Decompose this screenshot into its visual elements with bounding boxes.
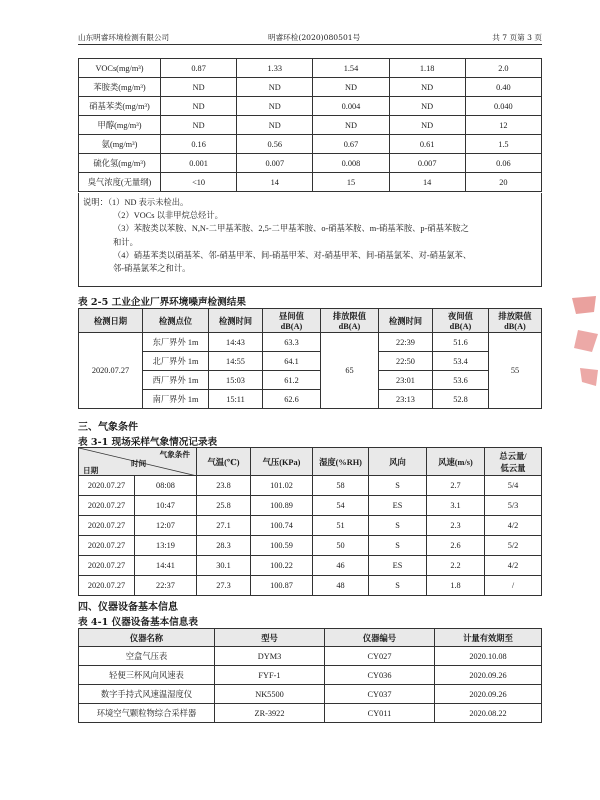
night-value-cell: 53.6 — [433, 371, 489, 390]
table-row — [79, 685, 542, 704]
column-header: 湿度(%RH) — [313, 448, 369, 476]
table-cell: 2.3 — [427, 516, 485, 536]
table-row — [79, 135, 542, 154]
table-cell: ZR-3922 — [215, 704, 325, 723]
column-header: 风向 — [369, 448, 427, 476]
time-cell: 23:13 — [379, 390, 433, 409]
table-cell: 数字手持式风速温湿度仪 — [79, 685, 215, 704]
table-cell: CY036 — [325, 666, 435, 685]
table-row — [79, 476, 542, 496]
point-cell: 南厂界外 1m — [143, 390, 209, 409]
table-cell: ND — [389, 97, 465, 116]
table-cell: 46 — [313, 556, 369, 576]
table-cell: 50 — [313, 536, 369, 556]
report-number: 明睿环检(2020)080501号 — [268, 33, 361, 42]
table-cell: 0.040 — [465, 97, 541, 116]
table-cell: ND — [161, 97, 237, 116]
table-row — [79, 333, 542, 352]
seal-stamp-partial — [568, 290, 600, 410]
column-header: 气压(KPa) — [251, 448, 313, 476]
table-cell: ND — [313, 78, 389, 97]
table-cell: 15 — [313, 173, 389, 192]
section-weather-heading: 三、气象条件 — [78, 422, 138, 433]
date-cell: 2020.07.27 — [79, 576, 135, 596]
table-cell: 14 — [237, 173, 313, 192]
table-cell: S — [369, 516, 427, 536]
table-cell: 1.18 — [389, 59, 465, 78]
table-cell: ND — [161, 116, 237, 135]
table-cell: FYF-1 — [215, 666, 325, 685]
table-cell: 5/4 — [485, 476, 542, 496]
column-header: 仪器编号 — [325, 629, 435, 647]
diag-label-date: 日期 — [83, 466, 99, 475]
table-cell: / — [485, 576, 542, 596]
day-value-cell: 63.3 — [263, 333, 321, 352]
point-cell: 东厂界外 1m — [143, 333, 209, 352]
table-cell: 100.59 — [251, 536, 313, 556]
table-cell: 2020.08.22 — [435, 704, 542, 723]
diag-label-condition: 气象条件 — [159, 450, 190, 459]
time-cell: 12:07 — [135, 516, 197, 536]
note-line: 说明：（1）ND 表示未检出。 — [83, 198, 189, 207]
table-cell: S — [369, 576, 427, 596]
table-row — [79, 516, 542, 536]
day-limit-cell: 65 — [321, 333, 379, 409]
night-value-cell: 51.6 — [433, 333, 489, 352]
table-cell: CY037 — [325, 685, 435, 704]
table-cell: ES — [369, 496, 427, 516]
table-cell: 100.22 — [251, 556, 313, 576]
table-cell: 0.16 — [161, 135, 237, 154]
column-header: 检测日期 — [79, 309, 143, 333]
time-cell: 14:55 — [209, 352, 263, 371]
table-cell: 23.8 — [197, 476, 251, 496]
table-cell: <10 — [161, 173, 237, 192]
day-value-cell: 61.2 — [263, 371, 321, 390]
table-cell: 5/3 — [485, 496, 542, 516]
table-cell: ND — [161, 78, 237, 97]
table-cell: 4/2 — [485, 516, 542, 536]
table-row — [79, 556, 542, 576]
table-cell: 2.2 — [427, 556, 485, 576]
time-cell: 22:39 — [379, 333, 433, 352]
table-cell: CY011 — [325, 704, 435, 723]
date-cell: 2020.07.27 — [79, 496, 135, 516]
table-cell: ND — [389, 116, 465, 135]
table-cell: 48 — [313, 576, 369, 596]
table-row — [79, 647, 542, 666]
table-cell: 0.007 — [237, 154, 313, 173]
column-header: 检测点位 — [143, 309, 209, 333]
diagonal-header-cell — [79, 448, 197, 476]
time-cell: 22:37 — [135, 576, 197, 596]
page-header — [78, 30, 542, 45]
column-header: 检测时间 — [209, 309, 263, 333]
night-value-cell: 53.4 — [433, 352, 489, 371]
table-row — [79, 371, 542, 390]
parameter-name: VOCs(mg/m³) — [79, 59, 161, 78]
column-header: 检测时间 — [379, 309, 433, 333]
parameter-name: 臭气浓度(无量纲) — [79, 173, 161, 192]
table-cell: 54 — [313, 496, 369, 516]
table-cell: 27.3 — [197, 576, 251, 596]
table-cell: 100.87 — [251, 576, 313, 596]
table-cell: 1.33 — [237, 59, 313, 78]
table-cell: 0.87 — [161, 59, 237, 78]
table-cell: 5/2 — [485, 536, 542, 556]
day-value-cell: 62.6 — [263, 390, 321, 409]
table-cell: ND — [389, 78, 465, 97]
notes-box — [78, 193, 542, 287]
table-cell: ND — [237, 97, 313, 116]
table-cell: 101.02 — [251, 476, 313, 496]
note-line: （2）VOCs 以非甲烷总烃计。 — [113, 211, 223, 221]
table41-title: 表 4-1 仪器设备基本信息表 — [78, 617, 198, 628]
parameter-name: 硝基苯类(mg/m³) — [79, 97, 161, 116]
time-cell: 14:43 — [209, 333, 263, 352]
table-cell: 2.6 — [427, 536, 485, 556]
table-row — [79, 59, 542, 78]
day-value-cell: 64.1 — [263, 352, 321, 371]
table-cell: 0.67 — [313, 135, 389, 154]
date-cell: 2020.07.27 — [79, 516, 135, 536]
table-cell: 0.001 — [161, 154, 237, 173]
table-cell: 2020.09.26 — [435, 666, 542, 685]
column-header: 总云量/ 低云量 — [485, 448, 542, 476]
table-cell: S — [369, 476, 427, 496]
table-cell: 0.56 — [237, 135, 313, 154]
column-header: 风速(m/s) — [427, 448, 485, 476]
table-row — [79, 173, 542, 192]
table-cell: 0.004 — [313, 97, 389, 116]
parameter-name: 苯胺类(mg/m³) — [79, 78, 161, 97]
time-cell: 22:50 — [379, 352, 433, 371]
table-cell: 2.7 — [427, 476, 485, 496]
time-cell: 15:11 — [209, 390, 263, 409]
table-cell: S — [369, 536, 427, 556]
table-row — [79, 154, 542, 173]
date-cell: 2020.07.27 — [79, 556, 135, 576]
table-cell: 100.89 — [251, 496, 313, 516]
note-line: 和计。 — [113, 237, 138, 247]
night-value-cell: 52.8 — [433, 390, 489, 409]
column-header: 气温(℃) — [197, 448, 251, 476]
table-row — [79, 78, 542, 97]
note-line: 邻-硝基氯苯之和计。 — [113, 264, 191, 274]
table-cell: ND — [237, 116, 313, 135]
table-cell: DYM3 — [215, 647, 325, 666]
noise-table — [78, 308, 542, 409]
column-header: 仪器名称 — [79, 629, 215, 647]
date-cell: 2020.07.27 — [79, 333, 143, 409]
diag-label-time: 时间 — [131, 459, 147, 468]
table-cell: 环境空气颗粒物综合采样器 — [79, 704, 215, 723]
table-cell: 1.54 — [313, 59, 389, 78]
parameter-name: 硫化氢(mg/m³) — [79, 154, 161, 173]
column-header: 排放限值 dB(A) — [321, 309, 379, 333]
column-header: 夜间值 dB(A) — [433, 309, 489, 333]
note-line: （3）苯胺类以苯胺、N,N-二甲基苯胺、2,5-二甲基苯胺、o-硝基苯胺、m-硝基苯胺、p-硝基苯胺之 — [113, 224, 469, 234]
table-row — [79, 390, 542, 409]
emission-table — [78, 58, 542, 192]
table-cell: 12 — [465, 116, 541, 135]
parameter-name: 甲醇(mg/m³) — [79, 116, 161, 135]
column-header: 型号 — [215, 629, 325, 647]
table31-title: 表 3-1 现场采样气象情况记录表 — [78, 437, 218, 448]
table-cell: 0.61 — [389, 135, 465, 154]
table-cell: ND — [313, 116, 389, 135]
column-header: 昼间值 dB(A) — [263, 309, 321, 333]
table-row — [79, 116, 542, 135]
table-cell: 0.40 — [465, 78, 541, 97]
table-cell: 3.1 — [427, 496, 485, 516]
time-cell: 10:47 — [135, 496, 197, 516]
table-cell: 1.8 — [427, 576, 485, 596]
table-cell: 2020.09.26 — [435, 685, 542, 704]
table-cell: CY027 — [325, 647, 435, 666]
table-cell: ES — [369, 556, 427, 576]
column-header: 排放限值 dB(A) — [489, 309, 542, 333]
company-name: 山东明睿环境检测有限公司 — [78, 33, 170, 42]
table-cell: 58 — [313, 476, 369, 496]
time-cell: 08:08 — [135, 476, 197, 496]
point-cell: 北厂界外 1m — [143, 352, 209, 371]
time-cell: 15:03 — [209, 371, 263, 390]
point-cell: 西厂界外 1m — [143, 371, 209, 390]
time-cell: 14:41 — [135, 556, 197, 576]
table-cell: ND — [237, 78, 313, 97]
table-row — [79, 97, 542, 116]
column-header: 计量有效期至 — [435, 629, 542, 647]
table-cell: 空盒气压表 — [79, 647, 215, 666]
table-cell: 27.1 — [197, 516, 251, 536]
note-line: （4）硝基苯类以硝基苯、邻-硝基甲苯、间-硝基甲苯、对-硝基甲苯、间-硝基氯苯、对-硝基氯苯、 — [113, 250, 472, 260]
date-cell: 2020.07.27 — [79, 536, 135, 556]
table-cell: 4/2 — [485, 556, 542, 576]
date-cell: 2020.07.27 — [79, 476, 135, 496]
table-row — [79, 666, 542, 685]
table-cell: 轻便三杯风向风速表 — [79, 666, 215, 685]
table-cell: 0.007 — [389, 154, 465, 173]
night-limit-cell: 55 — [489, 333, 542, 409]
table-cell: 2020.10.08 — [435, 647, 542, 666]
table-cell: 0.008 — [313, 154, 389, 173]
table25-title: 表 2-5 工业企业厂界环境噪声检测结果 — [78, 297, 246, 308]
table-cell: NK5500 — [215, 685, 325, 704]
table-row — [79, 352, 542, 371]
table-row — [79, 496, 542, 516]
table-cell: 30.1 — [197, 556, 251, 576]
table-cell: 1.5 — [465, 135, 541, 154]
table-cell: 0.06 — [465, 154, 541, 173]
table-cell: 100.74 — [251, 516, 313, 536]
table-row — [79, 536, 542, 556]
table-row — [79, 576, 542, 596]
instrument-table — [78, 628, 542, 723]
weather-table — [78, 447, 542, 596]
table-cell: 20 — [465, 173, 541, 192]
table-cell: 2.0 — [465, 59, 541, 78]
section-instrument-heading: 四、仪器设备基本信息 — [78, 602, 178, 613]
table-cell: 51 — [313, 516, 369, 536]
parameter-name: 氨(mg/m³) — [79, 135, 161, 154]
time-cell: 23:01 — [379, 371, 433, 390]
table-cell: 25.8 — [197, 496, 251, 516]
table-cell: 14 — [389, 173, 465, 192]
time-cell: 13:19 — [135, 536, 197, 556]
table-cell: 28.3 — [197, 536, 251, 556]
table-row — [79, 704, 542, 723]
page-number: 共 7 页第 3 页 — [492, 33, 542, 42]
